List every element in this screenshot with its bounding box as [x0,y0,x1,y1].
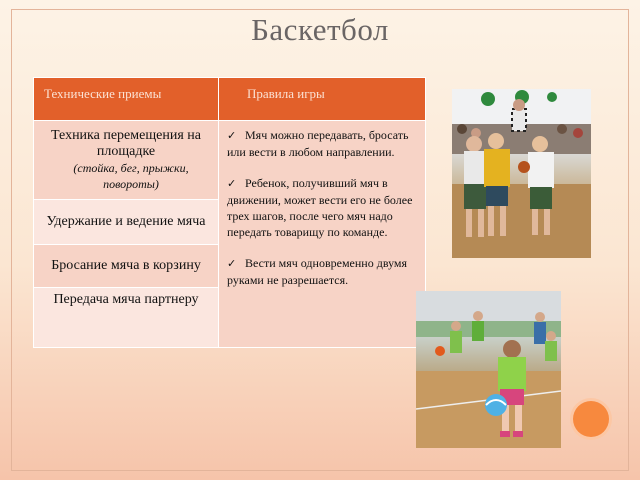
rule-item: ✓ Вести мяч одновременно двумя руками не разрешается. [227,256,408,287]
header-rules: Правила игры [219,78,426,121]
decorative-orange-circle [573,401,609,437]
check-icon: ✓ [227,178,237,190]
content-table [33,77,426,348]
gym-scene-2 [416,291,561,448]
rules-cell [219,121,426,348]
cell-holding: Удержание и ведение мяча [34,200,219,245]
gym-scene-1 [452,89,591,258]
header-technical: Технические приемы [34,78,219,121]
cell-passing: Передача мяча партнеру [34,288,219,348]
basketball-photo-2 [416,291,561,448]
cell-movement-sub: (стойка, бег, прыжки, повороты) [73,161,189,191]
cell-movement-main: Техника перемещения на площадке [51,128,201,159]
basketball-photo-1 [452,89,591,258]
slide-title: Баскетбол [251,12,389,47]
cell-throwing: Бросание мяча в корзину [34,245,219,288]
cell-movement [34,121,219,200]
check-icon: ✓ [227,258,237,270]
check-icon: ✓ [227,130,237,142]
rule-item: ✓ Мяч можно передавать, бросать или вести в любом направлении. [227,128,409,159]
rule-item: ✓ Ребенок, получивший мяч в движении, может вести его не более трех шагов, после чего мяч надо передать товарищу по команде. [227,176,413,239]
